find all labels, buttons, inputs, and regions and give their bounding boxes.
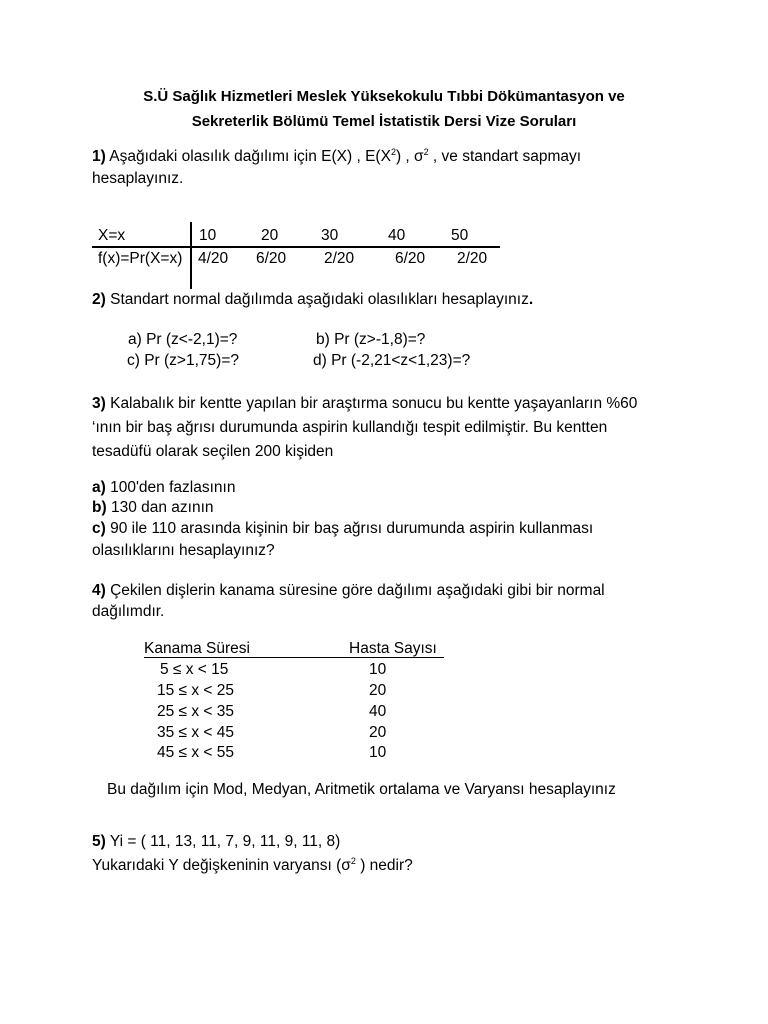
question-3-number: 3) [92,395,106,412]
question-2-period: . [528,291,534,308]
question-3-line-2: ‘ının bir baş ağrısı durumunda aspirin kullandığı tespit edilmiştir. Bu kentten [92,419,608,436]
table-vertical-divider [190,222,192,289]
table-cell-x: 30 [321,227,339,244]
question-5-number: 5) [92,833,106,850]
interval-cell: 45 ≤ x < 55 [157,744,235,761]
superscript-2: 2 [423,147,429,157]
question-3-item-c [92,520,593,538]
question-3-body: Kalabalık bir kentte yapılan bir araştırma sonucu bu kentte yaşayanların %60 [105,395,638,412]
question-2-body: Standart normal dağılımda aşağıdaki olasılıkları hesaplayınız [105,291,529,308]
count-cell: 20 [369,682,387,699]
question-2-item-c: c) Pr (z>1,75)=? [127,352,239,369]
question-1-line-1 [92,148,581,166]
table-cell-p: 6/20 [256,250,287,267]
interval-cell: 5 ≤ x < 15 [160,661,229,678]
question-4-line-2: dağılımdır. [92,603,165,620]
question-5-line-1 [92,833,340,851]
question-4-number: 4) [92,582,106,599]
question-3-item-b [92,499,214,517]
interval-cell: 35 ≤ x < 45 [157,724,235,741]
column-header-duration: Kanama Süresi [144,640,250,657]
header-underline [144,657,444,658]
table-cell-x: 10 [199,227,217,244]
question-3-item-c-cont: olasılıklarını hesaplayınız? [92,542,275,559]
question-2-number: 2) [92,291,106,308]
question-2-item-d: d) Pr (-2,21<z<1,23)=? [313,352,471,369]
question-3-line-3: tesadüfü olarak seçilen 200 kişiden [92,443,334,460]
question-2-text [92,291,533,309]
table-cell-p: 4/20 [198,250,229,267]
question-1-text-b: ) , σ [395,148,424,165]
question-2-item-a: a) Pr (z<-2,1)=? [128,331,238,348]
table-horizontal-divider [92,246,500,248]
count-cell: 10 [369,661,387,678]
count-cell: 40 [369,703,387,720]
question-5-line-2 [92,857,413,875]
item-label-b: b) [92,499,107,516]
superscript-2: 2 [390,147,396,157]
question-5-text-a: Yukarıdaki Y değişkeninin varyansı (σ [92,857,351,874]
superscript-2: 2 [350,856,356,866]
document-title-line-2: Sekreterlik Bölümü Temel İstatistik Dersi Vize Soruları [191,113,577,130]
table-row-label-fx: f(x)=Pr(X=x) [98,250,183,267]
table-cell-x: 50 [451,227,469,244]
question-1-number: 1) [92,148,106,165]
table-cell-p: 6/20 [395,250,426,267]
question-1-line-2: hesaplayınız. [92,170,184,187]
document-title-line-1: S.Ü Sağlık Hizmetleri Meslek Yüksekokulu Tıbbi Dökümantasyon ve [143,88,625,105]
table-cell-x: 20 [261,227,279,244]
question-5-text-b: ) nedir? [355,857,413,874]
item-label-a: a) [92,479,106,496]
question-1-text-a: Aşağıdaki olasılık dağılımı için E(X) , E(X [105,148,391,165]
column-header-count: Hasta Sayısı [349,640,437,657]
item-text-c: 90 ile 110 arasında kişinin bir baş ağrısı durumunda aspirin kullanması [105,520,594,537]
table-row-label-x: X=x [98,227,126,244]
question-2-item-b: b) Pr (z>-1,8)=? [316,331,426,348]
interval-cell: 15 ≤ x < 25 [157,682,235,699]
question-1-text-c: , ve standart sapmayı [428,148,582,165]
question-3-item-a [92,479,235,497]
question-4-line-1 [92,582,605,600]
table-cell-p: 2/20 [324,250,355,267]
question-4-body: Çekilen dişlerin kanama süresine göre dağılımı aşağıdaki gibi bir normal [105,582,605,599]
question-3-line-1 [92,395,637,413]
table-cell-x: 40 [388,227,406,244]
question-4-instruction: Bu dağılım için Mod, Medyan, Aritmetik ortalama ve Varyansı hesaplayınız [107,781,616,798]
interval-cell: 25 ≤ x < 35 [157,703,235,720]
item-label-c: c) [92,520,106,537]
item-text-a: 100'den fazlasının [105,479,236,496]
question-5-data: Yi = ( 11, 13, 11, 7, 9, 11, 9, 11, 8) [105,833,341,850]
count-cell: 10 [369,744,387,761]
item-text-b: 130 dan azının [106,499,214,516]
count-cell: 20 [369,724,387,741]
table-cell-p: 2/20 [457,250,488,267]
